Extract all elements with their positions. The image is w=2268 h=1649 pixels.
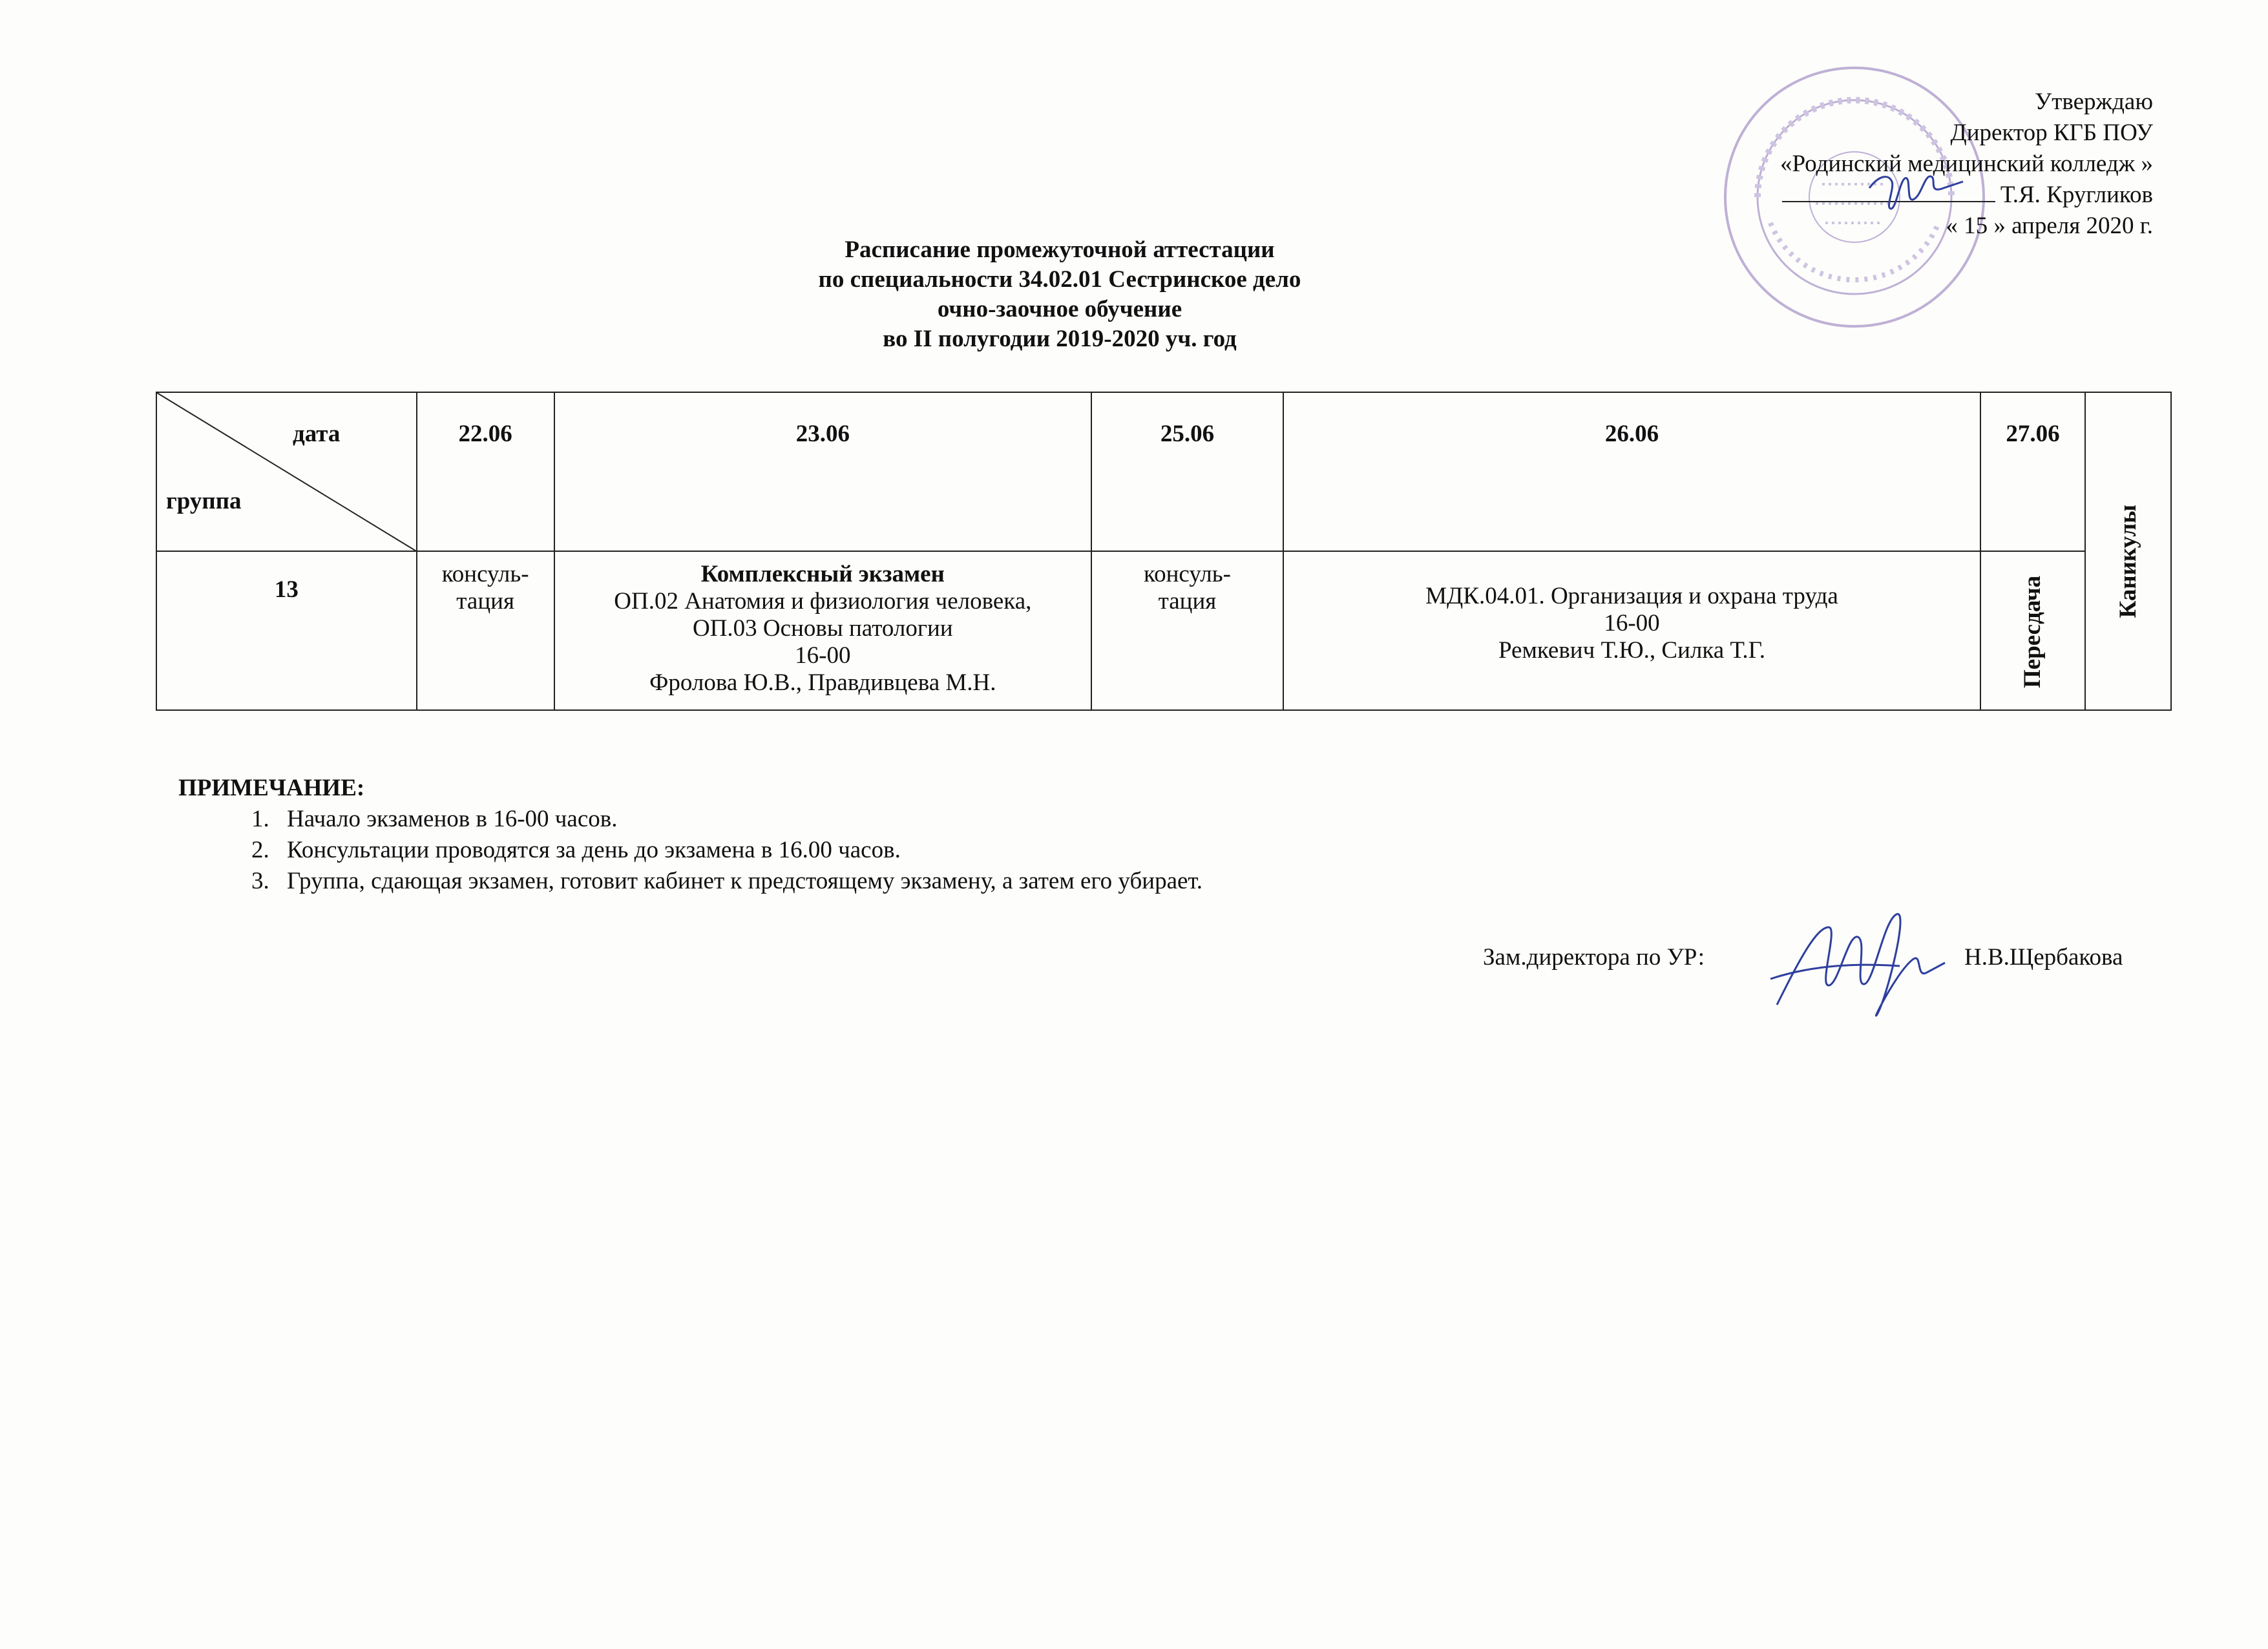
cell-text: Фролова Ю.В., Правдивцева М.Н. xyxy=(649,669,996,696)
table-row xyxy=(156,551,2171,710)
notes-title: ПРИМЕЧАНИЕ: xyxy=(178,775,365,801)
deputy-name: Н.В.Щербакова xyxy=(1964,944,2123,971)
group-cell: 13 xyxy=(156,551,417,710)
approval-position: Директор КГБ ПОУ xyxy=(1950,120,2153,146)
corner-cell xyxy=(156,392,417,551)
cell-2306 xyxy=(554,551,1091,710)
date-header: 22.06 xyxy=(417,392,554,551)
corner-group-label: группа xyxy=(166,488,242,514)
approval-signature-line xyxy=(1662,180,2153,211)
exam-heading: Комплексный экзамен xyxy=(700,561,945,587)
date-header: 26.06 xyxy=(1283,392,1980,551)
list-item: 2. Консультации проводятся за день до экзамена в 16.00 часов. xyxy=(275,835,1202,866)
notes-section xyxy=(178,773,1202,897)
cell-2506 xyxy=(1091,551,1283,710)
list-item: 3. Группа, сдающая экзамен, готовит кабинет к предстоящему экзамену, а затем его убирает. xyxy=(275,866,1202,897)
cell-text: Ремкевич Т.Ю., Силка Т.Г. xyxy=(1498,637,1766,664)
cell-text: 16-00 xyxy=(1604,610,1660,636)
approval-date: « 15 » апреля 2020 г. xyxy=(1946,213,2153,239)
holiday-cell xyxy=(2085,392,2171,710)
title-line-1: Расписание промежуточной аттестации xyxy=(845,236,1275,263)
schedule-table xyxy=(156,392,2172,711)
corner-date-label: дата xyxy=(293,421,341,447)
retake-label: Пересдача xyxy=(2019,575,2046,689)
notes-list xyxy=(178,804,1202,897)
cell-2606 xyxy=(1283,551,1980,710)
list-item: 1. Начало экзаменов в 16-00 часов. xyxy=(275,804,1202,835)
cell-2206 xyxy=(417,551,554,710)
cell-text: ОП.03 Основы патологии xyxy=(692,615,953,642)
title-line-3: очно-заочное обучение xyxy=(937,296,1182,322)
date-header: 23.06 xyxy=(554,392,1091,551)
signature-underline xyxy=(1782,182,1995,202)
date-header: 27.06 xyxy=(1980,392,2085,551)
corner-diagonal xyxy=(157,393,417,552)
title-line-2: по специальности 34.02.01 Сестринское дело xyxy=(818,266,1301,293)
cell-text: тация xyxy=(456,588,514,614)
approval-signer: Т.Я. Кругликов xyxy=(2000,182,2153,208)
cell-text: ОП.02 Анатомия и физиология человека, xyxy=(614,588,1032,614)
date-header: 25.06 xyxy=(1091,392,1283,551)
approval-org: «Родинский медицинский колледж » xyxy=(1780,151,2153,177)
approval-block xyxy=(1662,87,2153,242)
cell-text: консуль- xyxy=(1144,561,1231,587)
cell-text: тация xyxy=(1158,588,1217,614)
title-line-4: во II полугодии 2019-2020 уч. год xyxy=(883,326,1237,352)
cell-2706 xyxy=(1980,551,2085,710)
approval-heading: Утверждаю xyxy=(2035,89,2153,115)
table-header-row xyxy=(156,392,2171,551)
deputy-signature-icon xyxy=(1758,901,1951,1018)
cell-text: 16-00 xyxy=(795,642,851,669)
cell-text: консуль- xyxy=(441,561,529,587)
cell-text: МДК.04.01. Организация и охрана труда xyxy=(1425,583,1838,609)
director-signature-icon xyxy=(1866,162,1969,214)
deputy-role: Зам.директора по УР: xyxy=(1483,944,1705,971)
holiday-label: Каникулы xyxy=(2115,505,2141,618)
document-title xyxy=(737,235,1383,354)
